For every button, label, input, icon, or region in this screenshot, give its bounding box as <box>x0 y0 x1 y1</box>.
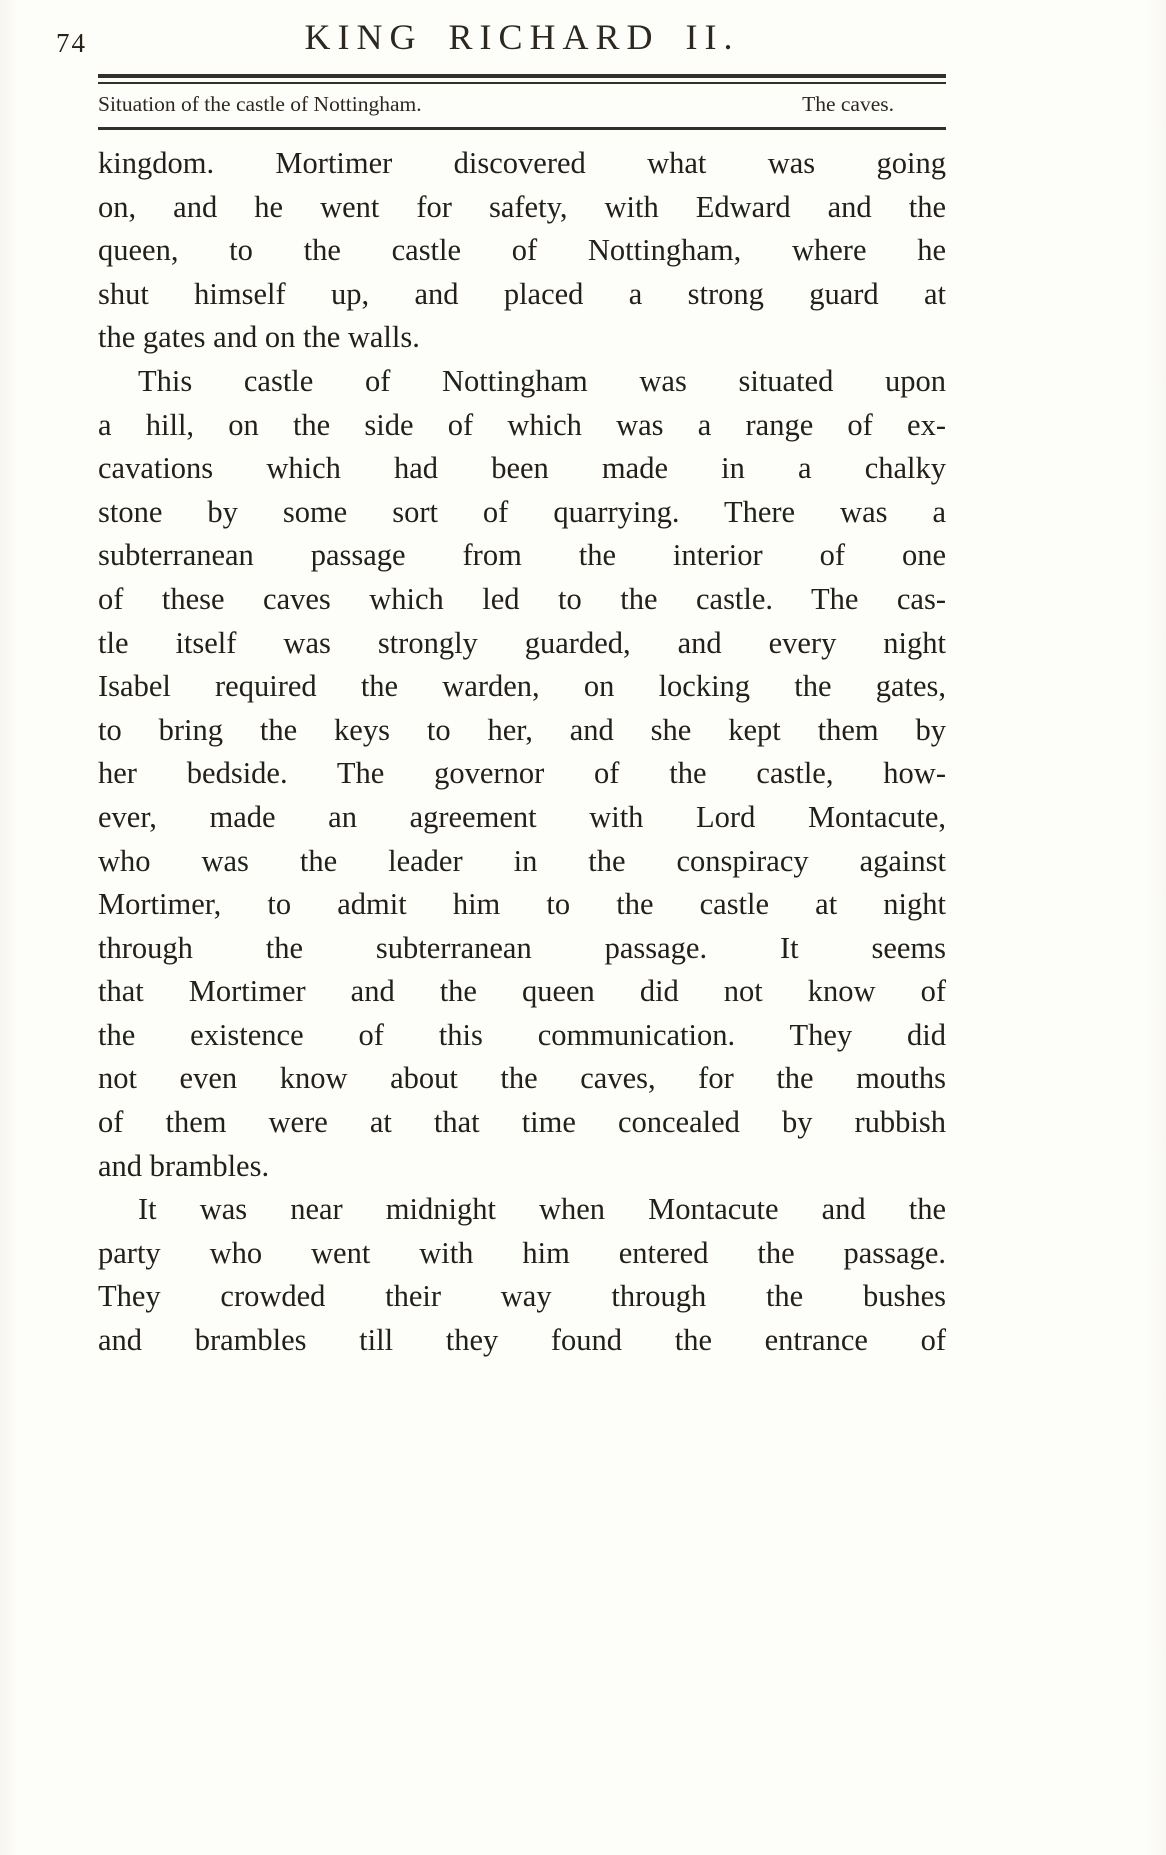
double-rule-divider <box>98 74 946 84</box>
text-line: through the subterranean passage. It seems <box>98 930 946 965</box>
running-head-left: Situation of the castle of Nottingham. <box>98 92 422 116</box>
text-line: the gates and on the walls. <box>98 320 420 355</box>
text-line: tle itself was strongly guarded, and every night <box>98 625 946 660</box>
body-text <box>98 142 946 1363</box>
text-line: her bedside. The governor of the castle, how- <box>98 756 946 791</box>
text-line: of them were at that time concealed by rubbish <box>98 1105 946 1140</box>
running-head-right: The caves. <box>802 92 894 116</box>
page-number: 74 <box>56 28 87 58</box>
text-line: Mortimer, to admit him to the castle at night <box>98 887 946 922</box>
text-line: kingdom. Mortimer discovered what was going <box>98 146 946 180</box>
text-line: ever, made an agreement with Lord Montacute, <box>98 799 946 834</box>
text-line: not even know about the caves, for the mouths <box>98 1061 946 1096</box>
text-line: party who went with him entered the passage. <box>98 1235 946 1270</box>
text-line: a hill, on the side of which was a range of ex- <box>98 407 946 442</box>
text-line: and brambles till they found the entrance of <box>98 1323 946 1358</box>
text-line: cavations which had been made in a chalky <box>98 451 946 486</box>
text-line: shut himself up, and placed a strong guard at <box>98 276 946 311</box>
text-line: They crowded their way through the bushes <box>98 1279 946 1314</box>
running-heads <box>98 84 946 127</box>
text-line: that Mortimer and the queen did not know of <box>98 974 946 1009</box>
text-line: who was the leader in the conspiracy against <box>98 843 946 878</box>
text-line: and brambles. <box>98 1148 270 1183</box>
text-line: the existence of this communication. They did <box>98 1017 946 1052</box>
text-line: on, and he went for safety, with Edward and the <box>98 189 946 224</box>
single-rule-divider <box>98 127 946 130</box>
text-line: Isabel required the warden, on locking the gates, <box>98 669 946 704</box>
text-line: subterranean passage from the interior of one <box>98 538 946 573</box>
page-header <box>56 16 946 72</box>
text-block <box>56 0 946 1363</box>
text-line: stone by some sort of quarrying. There was a <box>98 494 946 529</box>
text-line: It was near midnight when Montacute and the <box>138 1192 946 1227</box>
page-title: KING RICHARD II. <box>304 17 740 57</box>
text-line: queen, to the castle of Nottingham, where he <box>98 233 946 268</box>
text-line: This castle of Nottingham was situated upon <box>138 363 946 398</box>
text-line: of these caves which led to the castle. The cas- <box>98 581 946 616</box>
text-line: to bring the keys to her, and she kept them by <box>98 712 946 747</box>
